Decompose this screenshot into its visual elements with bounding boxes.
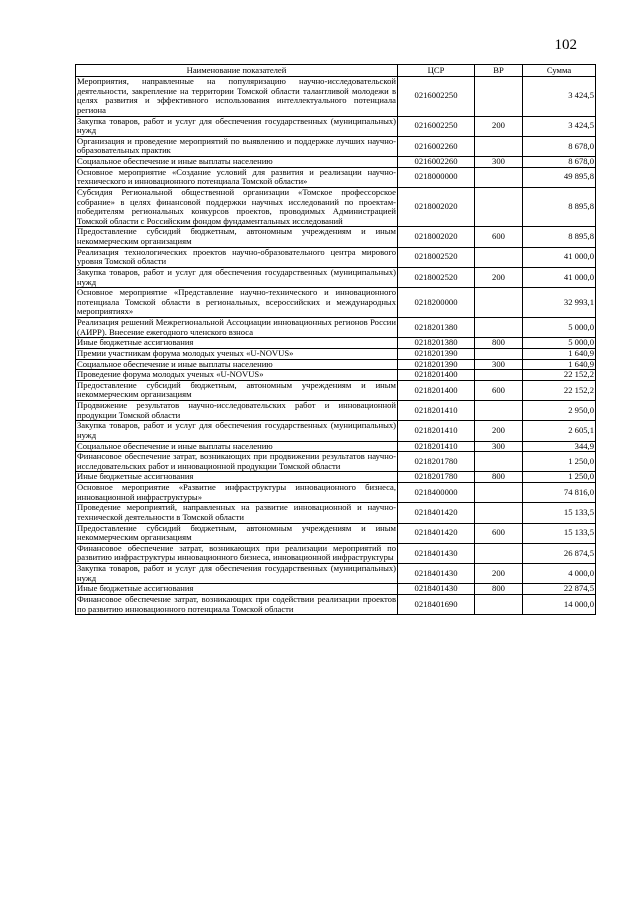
cell-sum: 26 874,5 [523,543,596,563]
cell-csr: 0216002250 [398,116,475,136]
table-row [76,167,596,187]
cell-csr: 0218201410 [398,401,475,421]
table-row [76,452,596,472]
cell-vr [475,187,523,227]
cell-sum: 8 678,0 [523,136,596,156]
cell-name: Проведение мероприятий, направленных на развитие инновационной и научно-технической деятельности в Томской области [77,502,396,522]
cell-sum: 3 424,5 [523,116,596,136]
cell-csr: 0218201410 [398,421,475,441]
cell-vr: 200 [475,564,523,584]
table-row [76,318,596,338]
cell-name: Предоставление субсидий бюджетным, автономным учреждениям и иным некоммерческим организациям [77,522,396,543]
cell-vr [475,288,523,318]
cell-vr [475,503,523,523]
table-row [76,338,596,349]
cell-csr: 0218002520 [398,267,475,287]
cell-csr: 0218201380 [398,318,475,338]
header-sum: Сумма [523,65,596,77]
cell-sum: 74 816,0 [523,483,596,503]
cell-sum: 3 424,5 [523,77,596,117]
cell-sum: 41 000,0 [523,267,596,287]
cell-csr: 0218400000 [398,483,475,503]
budget-table [75,64,596,615]
cell-vr: 600 [475,523,523,543]
table-row [76,421,596,441]
table-row [76,523,596,543]
cell-csr: 0218201400 [398,380,475,400]
cell-name: Иные бюджетные ассигнования [76,338,398,349]
cell-vr [475,167,523,187]
cell-name: Закупка товаров, работ и услуг для обеспечения государственных (муниципальных) нужд [77,563,396,583]
cell-vr [475,483,523,503]
cell-sum: 22 152,2 [523,370,596,381]
cell-name: Реализация решений Межрегиональной Ассоциации инновационных регионов России (АИРР). Внесение ежегодного членского взноса [77,317,396,337]
cell-name: Премии участникам форума молодых ученых «U-NOVUS» [76,348,398,359]
table-row [76,483,596,503]
table-row [76,503,596,523]
table-row [76,247,596,267]
table-row [76,227,596,247]
table-header-row [76,65,596,77]
cell-name: Социальное обеспечение и иные выплаты населению [76,441,398,452]
cell-name: Основное мероприятие «Создание условий для развития и реализации научно-технического и инновационного потенциала Томской области» [77,166,396,187]
cell-csr: 0218201390 [398,348,475,359]
table-row [76,594,596,614]
cell-vr [475,401,523,421]
table-row [76,157,596,168]
cell-vr: 600 [475,380,523,400]
cell-sum: 1 250,0 [523,472,596,483]
cell-name: Мероприятия, направленные на популяризацию научно-исследовательской деятельности, закрепление на территории Томской области талантливой молодежи в целях развития и эффективного использования интеллектуального потенциала региона [77,76,396,115]
table-row [76,584,596,595]
cell-name: Организация и проведение мероприятий по выявлению и поддержке лучших научно-образовательных практик [77,135,396,156]
table-row [76,564,596,584]
cell-csr: 0218401430 [398,543,475,563]
cell-sum: 8 678,0 [523,157,596,168]
cell-name: Основное мероприятие «Представление научно-технического и инновационного потенциала Томской области в региональных, всероссийских и международных мероприятиях» [77,287,396,317]
page-number: 102 [554,37,577,53]
cell-name: Предоставление субсидий бюджетным, автономным учреждениям и иным некоммерческим организациям [77,226,396,246]
cell-name: Иные бюджетные ассигнования [76,584,398,595]
cell-csr: 0216002260 [398,136,475,156]
cell-sum: 14 000,0 [523,594,596,614]
cell-sum: 2 605,1 [523,421,596,441]
cell-vr [475,543,523,563]
cell-sum: 22 152,2 [523,380,596,400]
cell-name: Финансовое обеспечение затрат, возникающих при продвижении результатов научно-исследовательских работ и инновационной продукции Томской области [77,451,396,471]
cell-sum: 49 895,8 [523,167,596,187]
cell-vr: 200 [475,421,523,441]
cell-name: Финансовое обеспечение затрат, возникающих при реализации мероприятий по развитию инфраструктуры инновационного бизнеса, инновационной инфраструктуры [77,542,396,563]
cell-name: Финансовое обеспечение затрат, возникающих при содействии реализации проектов по развитию инновационного потенциала Томской области [77,593,396,614]
cell-vr: 600 [475,227,523,247]
cell-csr: 0218401420 [398,523,475,543]
cell-sum: 32 993,1 [523,288,596,318]
cell-name: Социальное обеспечение и иные выплаты населению [76,157,398,168]
cell-csr: 0218002020 [398,227,475,247]
cell-csr: 0218201380 [398,338,475,349]
table-row [76,187,596,227]
cell-sum: 2 950,0 [523,401,596,421]
cell-csr: 0218201400 [398,370,475,381]
cell-csr: 0218201780 [398,452,475,472]
cell-vr [475,136,523,156]
table-row [76,370,596,381]
header-csr: ЦСР [398,65,475,77]
cell-vr: 300 [475,157,523,168]
table-row [76,472,596,483]
cell-csr: 0218201780 [398,472,475,483]
cell-csr: 0218201390 [398,359,475,370]
cell-sum: 4 000,0 [523,564,596,584]
table-row [76,116,596,136]
table-row [76,401,596,421]
cell-name: Проведение форума молодых ученых «U-NOVUS» [76,370,398,381]
cell-vr: 300 [475,441,523,452]
cell-csr: 0218000000 [398,167,475,187]
table-row [76,380,596,400]
cell-csr: 0218002520 [398,247,475,267]
cell-sum: 41 000,0 [523,247,596,267]
cell-sum: 15 133,5 [523,503,596,523]
cell-vr: 800 [475,472,523,483]
table-row [76,348,596,359]
cell-vr [475,318,523,338]
table-row [76,136,596,156]
cell-name: Субсидия Региональной общественной организации «Томское профессорское собрание» в целях финансовой поддержки научных исследований по проектам-победителям региональных конкурсов проектов, проводимых Администрацией Томской области с Российским фондом фундаментальных исследований [77,186,396,226]
cell-sum: 1 250,0 [523,452,596,472]
table-row [76,267,596,287]
cell-csr: 0216002260 [398,157,475,168]
cell-vr: 300 [475,359,523,370]
table-row [76,359,596,370]
cell-csr: 0218201410 [398,441,475,452]
cell-vr [475,594,523,614]
cell-sum: 8 895,8 [523,187,596,227]
cell-csr: 0218002020 [398,187,475,227]
cell-sum: 5 000,0 [523,318,596,338]
cell-name: Социальное обеспечение и иные выплаты населению [76,359,398,370]
table-row [76,441,596,452]
cell-name: Закупка товаров, работ и услуг для обеспечения государственных (муниципальных) нужд [77,266,396,287]
cell-vr: 800 [475,338,523,349]
cell-sum: 344,9 [523,441,596,452]
cell-vr: 800 [475,584,523,595]
cell-csr: 0218200000 [398,288,475,318]
cell-csr: 0216002250 [398,77,475,117]
cell-vr [475,452,523,472]
cell-csr: 0218401430 [398,564,475,584]
cell-name: Основное мероприятие «Развитие инфраструктуры инновационного бизнеса, инновационной инфраструктуры» [77,482,396,502]
cell-vr: 200 [475,267,523,287]
cell-vr [475,77,523,117]
cell-vr [475,348,523,359]
header-vr: ВР [475,65,523,77]
cell-name: Продвижение результатов научно-исследовательских работ и инновационной продукции Томской области [77,400,396,420]
table-row [76,543,596,563]
cell-sum: 1 640,9 [523,359,596,370]
cell-sum: 22 874,5 [523,584,596,595]
cell-vr: 200 [475,116,523,136]
cell-sum: 15 133,5 [523,523,596,543]
cell-name: Закупка товаров, работ и услуг для обеспечения государственных (муниципальных) нужд [77,420,396,440]
cell-vr [475,370,523,381]
cell-sum: 5 000,0 [523,338,596,349]
cell-name: Закупка товаров, работ и услуг для обеспечения государственных (муниципальных) нужд [77,115,396,136]
cell-sum: 8 895,8 [523,227,596,247]
cell-csr: 0218401430 [398,584,475,595]
table-row [76,77,596,117]
cell-name: Предоставление субсидий бюджетным, автономным учреждениям и иным некоммерческим организациям [77,379,396,400]
cell-csr: 0218401420 [398,503,475,523]
cell-name: Иные бюджетные ассигнования [76,472,398,483]
cell-sum: 1 640,9 [523,348,596,359]
cell-name: Реализация технологических проектов научно-образовательного центра мирового уровня Томской области [77,246,396,267]
cell-csr: 0218401690 [398,594,475,614]
table-row [76,288,596,318]
cell-vr [475,247,523,267]
header-name: Наименование показателей [76,65,398,77]
